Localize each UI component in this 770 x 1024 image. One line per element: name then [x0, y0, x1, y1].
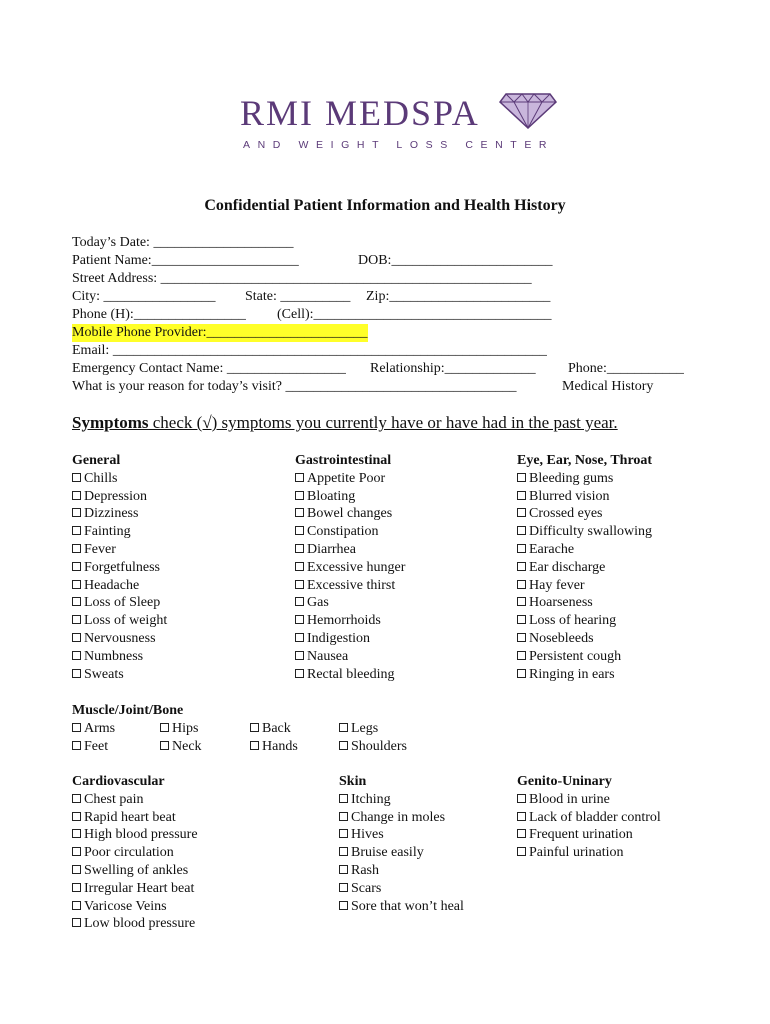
- checkbox-icon[interactable]: [250, 741, 259, 750]
- form-title: Confidential Patient Information and Health History: [204, 197, 566, 214]
- symptom-checkbox-item[interactable]: [517, 523, 652, 541]
- symptom-label: Indigestion: [307, 630, 370, 646]
- relationship-field[interactable]: Relationship:_____________: [370, 361, 536, 376]
- symptom-checkbox-item[interactable]: [295, 559, 405, 577]
- street-address-field[interactable]: Street Address: _____________________________________________________: [72, 271, 532, 286]
- logo: [240, 92, 560, 162]
- symptom-label: Hips: [172, 721, 199, 736]
- muscle-title: Muscle/Joint/Bone: [72, 703, 184, 718]
- muscle-col-4: [339, 720, 407, 756]
- symptom-checkbox-item[interactable]: [72, 648, 167, 666]
- checkbox-icon[interactable]: [72, 633, 81, 642]
- symptom-label: Constipation: [307, 524, 379, 540]
- checkbox-icon[interactable]: [517, 812, 526, 821]
- checkbox-icon[interactable]: [517, 651, 526, 660]
- zip-field[interactable]: Zip:_______________________: [366, 289, 551, 304]
- checkbox-icon[interactable]: [517, 544, 526, 553]
- symptom-checkbox-item[interactable]: [339, 898, 464, 916]
- symptom-checkbox-item[interactable]: [72, 505, 167, 523]
- symptom-checkbox-item[interactable]: [517, 488, 652, 506]
- symptom-label: Bowel changes: [307, 506, 393, 522]
- symptom-label: Back: [262, 721, 291, 736]
- symptom-label: Chills: [84, 470, 118, 486]
- symptom-checkbox-item[interactable]: [517, 541, 652, 559]
- symptom-label: Ringing in ears: [529, 666, 615, 682]
- symptom-label: Feet: [84, 738, 109, 754]
- state-field[interactable]: State: __________: [245, 289, 351, 304]
- symptom-label: Numbness: [84, 648, 144, 664]
- symptom-checkbox-item[interactable]: [295, 577, 405, 595]
- symptom-label: Headache: [84, 577, 140, 593]
- checkbox-icon[interactable]: [295, 669, 304, 678]
- symptom-checkbox-item[interactable]: [295, 488, 405, 506]
- symptom-checkbox-item[interactable]: [295, 523, 405, 541]
- checkbox-icon[interactable]: [72, 723, 81, 732]
- symptom-checkbox-item[interactable]: [72, 666, 167, 684]
- checkbox-icon[interactable]: [339, 812, 348, 821]
- symptom-label: High blood pressure: [84, 827, 198, 843]
- checkbox-icon[interactable]: [339, 865, 348, 874]
- symptom-checkbox-item[interactable]: [72, 915, 198, 933]
- checkbox-icon[interactable]: [517, 615, 526, 624]
- symptom-label: Itching: [351, 791, 391, 807]
- symptom-checkbox-item[interactable]: [72, 541, 167, 559]
- symptom-checkbox-item[interactable]: [517, 809, 661, 827]
- symptom-checkbox-item[interactable]: [339, 880, 464, 898]
- symptom-label: Neck: [172, 738, 202, 754]
- checkbox-icon[interactable]: [517, 794, 526, 803]
- emergency-phone-field[interactable]: Phone:___________: [568, 361, 684, 376]
- gastro-section: [295, 452, 405, 683]
- checkbox-icon[interactable]: [295, 526, 304, 535]
- muscle-col-1: [72, 720, 115, 756]
- symptom-label: Blurred vision: [529, 488, 610, 504]
- symptom-label: Hay fever: [529, 577, 585, 593]
- dob-field[interactable]: DOB:_______________________: [358, 253, 553, 268]
- checkbox-icon[interactable]: [517, 526, 526, 535]
- checkbox-icon[interactable]: [517, 491, 526, 500]
- cardio-title: Cardiovascular: [72, 774, 165, 789]
- symptom-label: Arms: [84, 721, 116, 736]
- logo-main-text: RMI MEDSPA: [240, 93, 480, 133]
- symptom-label: Shoulders: [351, 738, 407, 754]
- symptom-label: Forgetfulness: [84, 559, 160, 575]
- symptom-label: Bleeding gums: [529, 470, 614, 486]
- symptom-checkbox-item[interactable]: [72, 523, 167, 541]
- symptom-checkbox-item[interactable]: [160, 720, 202, 738]
- muscle-col-3: [250, 720, 298, 756]
- symptom-checkbox-item[interactable]: [339, 720, 407, 738]
- symptom-checkbox-item[interactable]: [72, 630, 167, 648]
- skin-section: [339, 773, 464, 915]
- symptom-checkbox-item[interactable]: [72, 470, 167, 488]
- checkbox-icon[interactable]: [72, 812, 81, 821]
- checkbox-icon[interactable]: [72, 794, 81, 803]
- symptom-checkbox-item[interactable]: [339, 844, 464, 862]
- symptom-checkbox-item[interactable]: [295, 541, 405, 559]
- symptom-label: Dizziness: [84, 506, 139, 522]
- symptom-label: Nausea: [307, 648, 349, 664]
- checkbox-icon[interactable]: [72, 741, 81, 750]
- diamond-icon: [498, 90, 558, 130]
- symptom-label: Appetite Poor: [307, 470, 386, 486]
- symptom-checkbox-item[interactable]: [72, 488, 167, 506]
- symptom-checkbox-item[interactable]: [517, 612, 652, 630]
- symptom-checkbox-item[interactable]: [72, 862, 198, 880]
- general-section: [72, 452, 167, 683]
- logo-sub-text: AND WEIGHT LOSS CENTER: [243, 139, 555, 151]
- email-field[interactable]: Email: ______________________________________________________________: [72, 343, 547, 358]
- checkbox-icon[interactable]: [517, 473, 526, 482]
- symptom-checkbox-item[interactable]: [72, 738, 115, 756]
- symptom-label: Earache: [529, 541, 575, 557]
- checkbox-icon[interactable]: [517, 847, 526, 856]
- symptom-label: Crossed eyes: [529, 506, 603, 522]
- muscle-section: [72, 702, 183, 720]
- genito-section: [517, 773, 661, 862]
- symptom-checkbox-item[interactable]: [339, 791, 464, 809]
- checkbox-icon[interactable]: [339, 741, 348, 750]
- symptom-label: Lack of bladder control: [529, 809, 661, 825]
- checkbox-icon[interactable]: [72, 865, 81, 874]
- symptom-checkbox-item[interactable]: [72, 720, 115, 738]
- symptom-checkbox-item[interactable]: [72, 880, 198, 898]
- cardio-section: [72, 773, 198, 933]
- patient-name-field[interactable]: Patient Name:_____________________: [72, 253, 299, 268]
- emergency-contact-field[interactable]: Emergency Contact Name: _________________: [72, 361, 346, 376]
- checkbox-icon[interactable]: [517, 580, 526, 589]
- symptom-checkbox-item[interactable]: [517, 470, 652, 488]
- checkbox-icon[interactable]: [72, 508, 81, 517]
- checkbox-icon[interactable]: [295, 597, 304, 606]
- symptom-checkbox-item[interactable]: [517, 826, 661, 844]
- checkbox-icon[interactable]: [517, 829, 526, 838]
- checkbox-icon[interactable]: [295, 544, 304, 553]
- symptom-label: Swelling of ankles: [84, 862, 189, 878]
- symptom-checkbox-item[interactable]: [295, 648, 405, 666]
- symptom-label: Gas: [307, 595, 329, 611]
- checkbox-icon[interactable]: [339, 901, 348, 910]
- checkbox-icon[interactable]: [160, 723, 169, 732]
- symptom-label: Excessive hunger: [307, 559, 406, 575]
- mobile-provider-field[interactable]: Mobile Phone Provider:_______________________: [72, 325, 368, 340]
- symptom-checkbox-item[interactable]: [339, 862, 464, 880]
- symptom-label: Irregular Heart beat: [84, 880, 195, 896]
- checkbox-icon[interactable]: [250, 723, 259, 732]
- symptom-label: Low blood pressure: [84, 916, 196, 932]
- symptom-checkbox-item[interactable]: [339, 809, 464, 827]
- symptom-checkbox-item[interactable]: [517, 505, 652, 523]
- checkbox-icon[interactable]: [339, 847, 348, 856]
- checkbox-icon[interactable]: [72, 847, 81, 856]
- checkbox-icon[interactable]: [295, 615, 304, 624]
- symptom-checkbox-item[interactable]: [250, 720, 298, 738]
- symptom-checkbox-item[interactable]: [72, 898, 198, 916]
- symptom-checkbox-item[interactable]: [72, 577, 167, 595]
- symptom-checkbox-item[interactable]: [72, 612, 167, 630]
- todays-date-field[interactable]: Today’s Date: ____________________: [72, 235, 294, 250]
- symptom-checkbox-item[interactable]: [517, 844, 661, 862]
- symptom-checkbox-item[interactable]: [339, 826, 464, 844]
- genito-title: Genito-Uninary: [517, 774, 612, 789]
- checkbox-icon[interactable]: [72, 562, 81, 571]
- muscle-col-2: [160, 720, 202, 756]
- symptom-label: Hemorrhoids: [307, 613, 381, 629]
- checkbox-icon[interactable]: [72, 491, 81, 500]
- symptom-checkbox-item[interactable]: [72, 809, 198, 827]
- checkbox-icon[interactable]: [160, 741, 169, 750]
- symptom-label: Frequent urination: [529, 827, 633, 843]
- symptom-checkbox-item[interactable]: [72, 826, 198, 844]
- symptom-checkbox-item[interactable]: [250, 738, 298, 756]
- symptom-checkbox-item[interactable]: [517, 559, 652, 577]
- checkbox-icon[interactable]: [72, 669, 81, 678]
- symptom-checkbox-item[interactable]: [517, 630, 652, 648]
- symptom-label: Rectal bleeding: [307, 666, 395, 682]
- symptom-checkbox-item[interactable]: [517, 594, 652, 612]
- checkbox-icon[interactable]: [517, 597, 526, 606]
- symptom-label: Excessive thirst: [307, 577, 396, 593]
- symptom-checkbox-item[interactable]: [517, 666, 652, 684]
- checkbox-icon[interactable]: [517, 508, 526, 517]
- symptom-label: Painful urination: [529, 845, 624, 861]
- symptom-label: Chest pain: [84, 791, 144, 807]
- symptom-checkbox-item[interactable]: [72, 559, 167, 577]
- symptom-checkbox-item[interactable]: [72, 594, 167, 612]
- checkbox-icon[interactable]: [517, 633, 526, 642]
- checkbox-icon[interactable]: [517, 562, 526, 571]
- symptom-label: Bloating: [307, 488, 356, 504]
- symptom-checkbox-item[interactable]: [160, 738, 202, 756]
- symptom-label: Sweats: [84, 666, 124, 682]
- checkbox-icon[interactable]: [72, 615, 81, 624]
- symptom-checkbox-item[interactable]: [295, 630, 405, 648]
- symptom-label: Diarrhea: [307, 541, 356, 557]
- checkbox-icon[interactable]: [72, 829, 81, 838]
- symptom-label: Blood in urine: [529, 791, 610, 807]
- eent-title: Eye, Ear, Nose, Throat: [517, 453, 653, 468]
- checkbox-icon[interactable]: [72, 473, 81, 482]
- symptom-label: Rash: [351, 862, 379, 878]
- symptom-label: Poor circulation: [84, 845, 174, 861]
- checkbox-icon[interactable]: [295, 633, 304, 642]
- symptom-checkbox-item[interactable]: [295, 505, 405, 523]
- symptom-checkbox-item[interactable]: [72, 791, 198, 809]
- checkbox-icon[interactable]: [339, 723, 348, 732]
- general-title: General: [72, 453, 121, 468]
- symptom-label: Scars: [351, 880, 382, 896]
- checkbox-icon[interactable]: [72, 544, 81, 553]
- symptom-label: Loss of Sleep: [84, 595, 161, 611]
- symptom-label: Hands: [262, 738, 298, 754]
- checkbox-icon[interactable]: [339, 829, 348, 838]
- gastro-title: Gastrointestinal: [295, 453, 392, 468]
- symptom-checkbox-item[interactable]: [517, 791, 661, 809]
- checkbox-icon[interactable]: [72, 580, 81, 589]
- symptom-checkbox-item[interactable]: [295, 470, 405, 488]
- symptom-label: Change in moles: [351, 809, 446, 825]
- cell-phone-field[interactable]: (Cell):__________________________________: [277, 307, 552, 322]
- home-phone-field[interactable]: Phone (H):________________: [72, 307, 246, 322]
- symptoms-heading: [72, 413, 618, 433]
- symptom-label: Hoarseness: [529, 595, 593, 611]
- symptom-label: Sore that won’t heal: [351, 898, 464, 914]
- symptom-label: Nosebleeds: [529, 630, 594, 646]
- symptoms-heading-rest: check (√) symptoms you currently have or have had in the past year.: [148, 413, 618, 432]
- symptom-checkbox-item[interactable]: [295, 612, 405, 630]
- symptom-label: Fever: [84, 541, 116, 557]
- checkbox-icon[interactable]: [295, 473, 304, 482]
- symptom-checkbox-item[interactable]: [72, 844, 198, 862]
- checkbox-icon[interactable]: [72, 883, 81, 892]
- symptom-label: Loss of weight: [84, 613, 168, 629]
- symptoms-heading-bold: Symptoms: [72, 413, 149, 432]
- checkbox-icon[interactable]: [517, 669, 526, 678]
- symptom-checkbox-item[interactable]: [295, 594, 405, 612]
- symptom-label: Depression: [84, 488, 147, 504]
- visit-reason-field[interactable]: What is your reason for today’s visit? _________________________________: [72, 379, 517, 394]
- checkbox-icon[interactable]: [339, 794, 348, 803]
- symptom-label: Bruise easily: [351, 845, 424, 861]
- checkbox-icon[interactable]: [295, 491, 304, 500]
- checkbox-icon[interactable]: [72, 526, 81, 535]
- symptom-checkbox-item[interactable]: [517, 648, 652, 666]
- symptom-label: Loss of hearing: [529, 613, 617, 629]
- checkbox-icon[interactable]: [295, 580, 304, 589]
- symptom-checkbox-item[interactable]: [339, 738, 407, 756]
- symptom-checkbox-item[interactable]: [295, 666, 405, 684]
- city-field[interactable]: City: ________________: [72, 289, 216, 304]
- symptom-label: Varicose Veins: [84, 898, 167, 914]
- symptom-label: Hives: [351, 827, 384, 843]
- checkbox-icon[interactable]: [295, 562, 304, 571]
- checkbox-icon[interactable]: [339, 883, 348, 892]
- symptom-label: Nervousness: [84, 630, 156, 646]
- symptom-checkbox-item[interactable]: [517, 577, 652, 595]
- symptom-label: Ear discharge: [529, 559, 606, 575]
- checkbox-icon[interactable]: [72, 597, 81, 606]
- checkbox-icon[interactable]: [72, 901, 81, 910]
- symptom-label: Difficulty swallowing: [529, 524, 653, 540]
- checkbox-icon[interactable]: [72, 651, 81, 660]
- medical-history-label: Medical History: [562, 379, 654, 394]
- symptom-label: Legs: [351, 721, 379, 736]
- symptom-label: Persistent cough: [529, 648, 622, 664]
- checkbox-icon[interactable]: [72, 918, 81, 927]
- symptom-label: Fainting: [84, 524, 131, 540]
- checkbox-icon[interactable]: [295, 651, 304, 660]
- checkbox-icon[interactable]: [295, 508, 304, 517]
- symptom-label: Rapid heart beat: [84, 809, 176, 825]
- eent-section: [517, 452, 652, 683]
- skin-title: Skin: [339, 774, 367, 789]
